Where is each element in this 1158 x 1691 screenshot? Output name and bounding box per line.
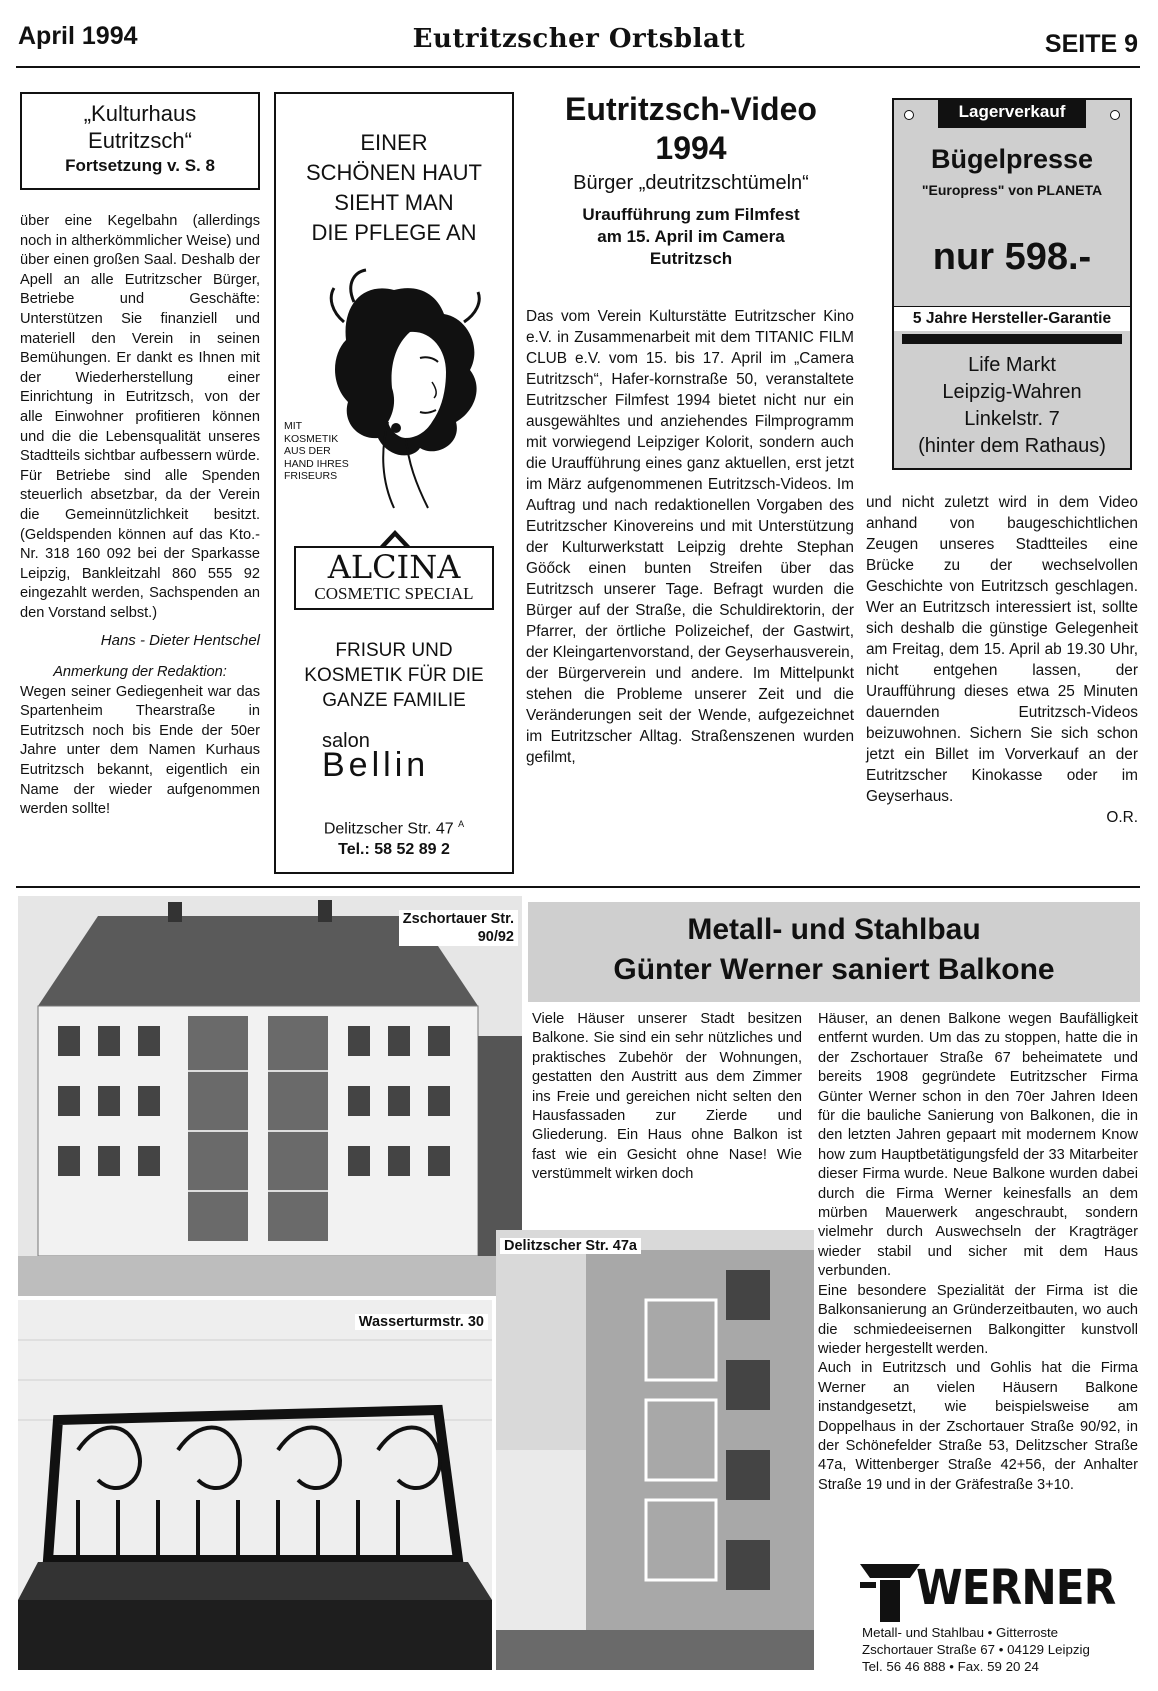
balcony-railing-illustration xyxy=(18,1300,492,1670)
salon-side-line3: AUS DER xyxy=(284,445,331,457)
kulturhaus-text: über eine Kegelbahn (allerdings noch in altherkömmlicher Weise) und über einen großen Saal. Deshalb der Apell an alle Eutritzscher Bürger, Betriebe und Geschäfte: Unterstützen Sie finanziell und materiell den Verein in seinen Bemühungen. Er dankt es Ihnen mit der Wiederherstellung einer Einrichtung in Eutritzsch, von der alle Einwohner profitieren können und die die Lebensqualität unseres Stadtteils sichtbar aufbessern würde. Für Betriebe sind alle Spenden steuerlich absetzbar, da der Verein die Gemeinnützlichkeit besitzt. (Geldspenden können auf das Kto.-Nr. 318 160 092 bei der Sparkasse Leipzig, Bankleitzahl 860 555 92 eingezahlt werden, Sachspenden an den Vorstand selbst.) xyxy=(20,213,260,621)
salon-offer-line3: GANZE FAMILIE xyxy=(322,690,466,711)
lagerverkauf-maker-rest: von PLANETA xyxy=(1004,182,1103,198)
lagerverkauf-product: Bügelpresse xyxy=(930,144,1094,174)
header-rule xyxy=(16,66,1140,68)
lagerverkauf-maker xyxy=(894,182,1130,198)
salon-headline-line1: EINER xyxy=(360,130,428,155)
metall-column-2 xyxy=(818,1010,1138,1495)
photo1-caption-line1: Zschortauer Str. xyxy=(402,911,514,927)
apartment-building-illustration xyxy=(18,896,522,1296)
lagerverkauf-maker-quoted: "Europress" xyxy=(921,182,1005,198)
salon-offer-line2: KOSMETIK FÜR DIE xyxy=(304,665,484,686)
salon-address-text: Delitzscher Str. 47 xyxy=(323,820,454,838)
metall-text-col2-p3: Auch in Eutritzsch und Gohlis hat die Firma Werner an vielen Häusern Balkone instandgesetzt, wie beispielsweise am Doppelhaus in der Zschortauer Straße 90/92, in der Schönefelder Straße 53, Delitzscher Straße 47a, Wittenberger Straße 42+56, der Anhalter Straße 19 und in der Gräfestraße 3+10. xyxy=(818,1360,1138,1493)
page-number: SEITE 9 xyxy=(1044,30,1138,58)
photo3-caption: Delitzscher Str. 47a xyxy=(500,1238,641,1254)
newspaper-title: Eutritzscher Ortsblatt xyxy=(412,24,746,54)
kulturhaus-author: Hans - Dieter Hentschel xyxy=(100,632,260,650)
salon-address-suffix: A xyxy=(458,819,465,829)
werner-contact xyxy=(862,1624,1138,1675)
salon-contact xyxy=(276,814,512,860)
kulturhaus-title-box xyxy=(20,92,260,190)
metall-text-col1: Viele Häuser unserer Stadt besitzen Balkone. Sie sind ein sehr nützliches und praktisches Zubehör der Wohnungen, gestatten den Austritt aus dem Zimmer ins Freie und gereichen nicht selten den Hausfassaden zur Zierde und Gliederung. Ein Haus ohne Balkon ist fast wie ein Gesicht ohne Nase! Wie verstümmelt wirken doch xyxy=(532,1011,802,1183)
video-title-line1: Eutritzsch-Video xyxy=(565,91,817,127)
werner-contact-line1: Metall- und Stahlbau • Gitterroste xyxy=(862,1625,1059,1640)
video-text-col1: Das vom Verein Kulturstätte Eutritzscher Kino e.V. in Zusammenarbeit mit dem TITANIC FILM CLUB e.V. vom 15. bis 17. April im „Camera Eutritzsch“, Hafer-kornstraße 50, veranstaltete Eutritzscher Filmfest 1994 bietet nicht nur ein ausgewähltes und anziehendes Filmprogramm mit vorwiegend Leipziger Kolorit, sondern auch die Uraufführung eines ganz aktuellen, erst jetzt im März aufgenommenen Eutritzsch-Videos. Im Auftrag und nach redaktionellen Vorgaben des Eutritzscher Kinovereins und mit Unterstützung der Kulturwerkstatt Leipzig drehte Stephan Göőck einen bunten Streifen über das Eutritzsch unserer Tage. Befragt wurden die Bürger auf der Straße, die Schuldirektorin, der Pfarrer, der örtliche Polizeichef, der Gastwirt, der Kleingartenvorstand, der Geyserhausverein, der Bürgerverein und andere. Im Mittelpunkt stehen die Probleme unserer Zeit und die Veränderungen seit der Wende, aufgezeichnet im Eutritzscher Alltag. Straßenszenen wurden gefilmt, xyxy=(526,308,854,766)
kulturhaus-subtitle: Fortsetzung v. S. 8 xyxy=(65,156,215,175)
kulturhaus-title-line2: Eutritzsch“ xyxy=(88,128,192,153)
alcina-logo-ornament xyxy=(380,530,410,546)
metall-title-line1: Metall- und Stahlbau xyxy=(687,913,981,946)
salon-ad-headline xyxy=(276,128,512,248)
salon-headline-line4: DIE PFLEGE AN xyxy=(311,220,477,245)
ad-dot-left xyxy=(904,110,914,120)
kulturhaus-body xyxy=(20,212,260,820)
metall-headline xyxy=(528,902,1140,1002)
salon-side-text xyxy=(284,420,349,483)
video-text-col2: und nicht zuletzt wird in dem Video anhand von baugeschichtlichen Zeugen unseres Stadtteiles eine Brücke zu der wechselvollen Geschichte von Eutritzsch geschlagen. Wer an Eutritzsch interessiert ist, sollte sich deshalb die günstige Gelegenheit am Freitag, dem 15. April ab 19.30 Uhr, nicht entgehen lassen, der Uraufführung dieses etwa 25 Minuten dauernden Eutritzsch-Videos beizuwohnen. Sichern Sie sich schon jetzt ein Billet im Vorverkauf an der Eutritzscher Kinokasse oder im Geyserhaus. xyxy=(866,494,1138,805)
salon-headline-line3: SIEHT MAN xyxy=(334,190,454,215)
werner-logo-mark xyxy=(860,1564,920,1622)
photo1-caption xyxy=(399,910,518,946)
modern-building-balconies-illustration xyxy=(496,1230,814,1670)
salon-offer-line1: FRISUR UND xyxy=(335,640,453,661)
ad-dot-right xyxy=(1110,110,1120,120)
video-lead-line3: Eutritzsch xyxy=(649,249,733,268)
salon-side-line1: MIT xyxy=(284,420,303,432)
lagerverkauf-store-line1: Life Markt xyxy=(968,354,1056,376)
werner-contact-line3: Tel. 56 46 888 • Fax. 59 20 24 xyxy=(862,1659,1039,1674)
kulturhaus-title-line1: „Kulturhaus xyxy=(83,101,197,126)
video-title-line2: 1994 xyxy=(655,130,727,166)
section-rule xyxy=(16,886,1140,888)
editorial-note-title: Anmerkung der Redaktion: xyxy=(53,664,227,681)
photo-wasserturm xyxy=(18,1300,492,1670)
salon-headline-line2: SCHÖNEN HAUT xyxy=(305,160,482,185)
salon-side-line4: HAND IHRES xyxy=(284,457,349,470)
video-headline xyxy=(524,90,858,270)
salon-ad xyxy=(274,92,514,874)
lagerverkauf-store-line4: (hinter dem Rathaus) xyxy=(918,435,1106,457)
warranty-bar xyxy=(902,334,1122,344)
salon-logo-name: Bellin xyxy=(322,746,430,784)
salon-logo xyxy=(322,730,482,790)
photo1-caption-line2: 90/92 xyxy=(477,929,514,945)
alcina-brand-sub: COSMETIC SPECIAL xyxy=(314,584,474,603)
lagerverkauf-store-line3: Linkelstr. 7 xyxy=(964,408,1060,430)
video-lead xyxy=(524,204,858,270)
metall-text-col2-p2: Eine besondere Spezialität der Firma ist die Balkonsanierung an Gründerzeitbauten, wo auch die schmiedeeisernen Balkongitter kunstvoll wieder hergestellt werden. xyxy=(818,1282,1138,1357)
salon-phone: Tel.: 58 52 89 2 xyxy=(338,841,450,859)
photo-zschortauer xyxy=(18,896,522,1296)
alcina-brand: ALCINA xyxy=(327,548,461,586)
metall-title-line2: Günter Werner saniert Balkone xyxy=(613,953,1055,986)
video-column-2 xyxy=(866,492,1138,828)
alcina-logo xyxy=(294,546,494,610)
issue-date: April 1994 xyxy=(18,22,138,50)
werner-logo-text: WERNER xyxy=(916,1560,1116,1616)
video-lead-line1: Uraufführung zum Filmfest xyxy=(582,205,800,224)
salon-side-line2: KOSMETIK xyxy=(284,432,339,445)
photo2-caption: Wasserturmstr. 30 xyxy=(355,1314,488,1330)
salon-address xyxy=(276,814,512,839)
lagerverkauf-price: nur 598.- xyxy=(932,236,1092,278)
werner-logo xyxy=(860,1562,1130,1622)
lagerverkauf-ad xyxy=(892,98,1132,470)
metall-column-1 xyxy=(532,1010,802,1185)
photo-delitzscher xyxy=(496,1230,814,1670)
lagerverkauf-store xyxy=(894,352,1130,460)
woman-portrait-illustration xyxy=(324,262,494,512)
salon-side-line5: FRISEURS xyxy=(284,470,338,482)
lagerverkauf-tag: Lagerverkauf xyxy=(938,98,1086,128)
video-column-1 xyxy=(526,306,854,768)
video-lead-line2: am 15. April im Camera xyxy=(597,227,785,246)
video-subtitle: Bürger „deutritzschtümeln“ xyxy=(573,172,809,194)
salon-logo-small: salon xyxy=(322,730,370,752)
video-signature: O.R. xyxy=(1106,809,1138,826)
editorial-note-text: Wegen seiner Gediegenheit war das Spartenheim Thearstraße in Eutritzsch noch bis Ende der 50er Jahre unter dem Namen Kurhaus Eutritzsch bekannt, eigentlich ein Name der wieder aufgenommen werden sollte! xyxy=(20,683,260,818)
salon-offer xyxy=(276,638,512,713)
werner-contact-line2: Zschortauer Straße 67 • 04129 Leipzig xyxy=(862,1642,1090,1657)
lagerverkauf-store-line2: Leipzig-Wahren xyxy=(942,381,1082,403)
lagerverkauf-warranty: 5 Jahre Hersteller-Garantie xyxy=(894,306,1130,331)
metall-text-col2-p1: Häuser, an denen Balkone wegen Baufälligkeit entfernt wurden. Um das zu stoppen, hatte die in der Zschortauer Straße 67 beheimatete und bereits 1908 gegründete Eutritzscher Firma Günter Werner schon in den 70er Jahren Ideen für die bauliche Sanierung von Balkonen, die in den letzten Jahren gepaart mit modernem Know how zum Hauptbetätigungsfeld der 33 Mitarbeiter dieser Firma wurde. Neue Balkone wurden dabei durch die Firma Werner keinesfalls an dem mürben Mauerwerk angeschraubt, sondern vielmehr durch Auswechseln der Kragträger wieder stabil und sicher mit dem Haus verbunden. xyxy=(818,1011,1138,1280)
